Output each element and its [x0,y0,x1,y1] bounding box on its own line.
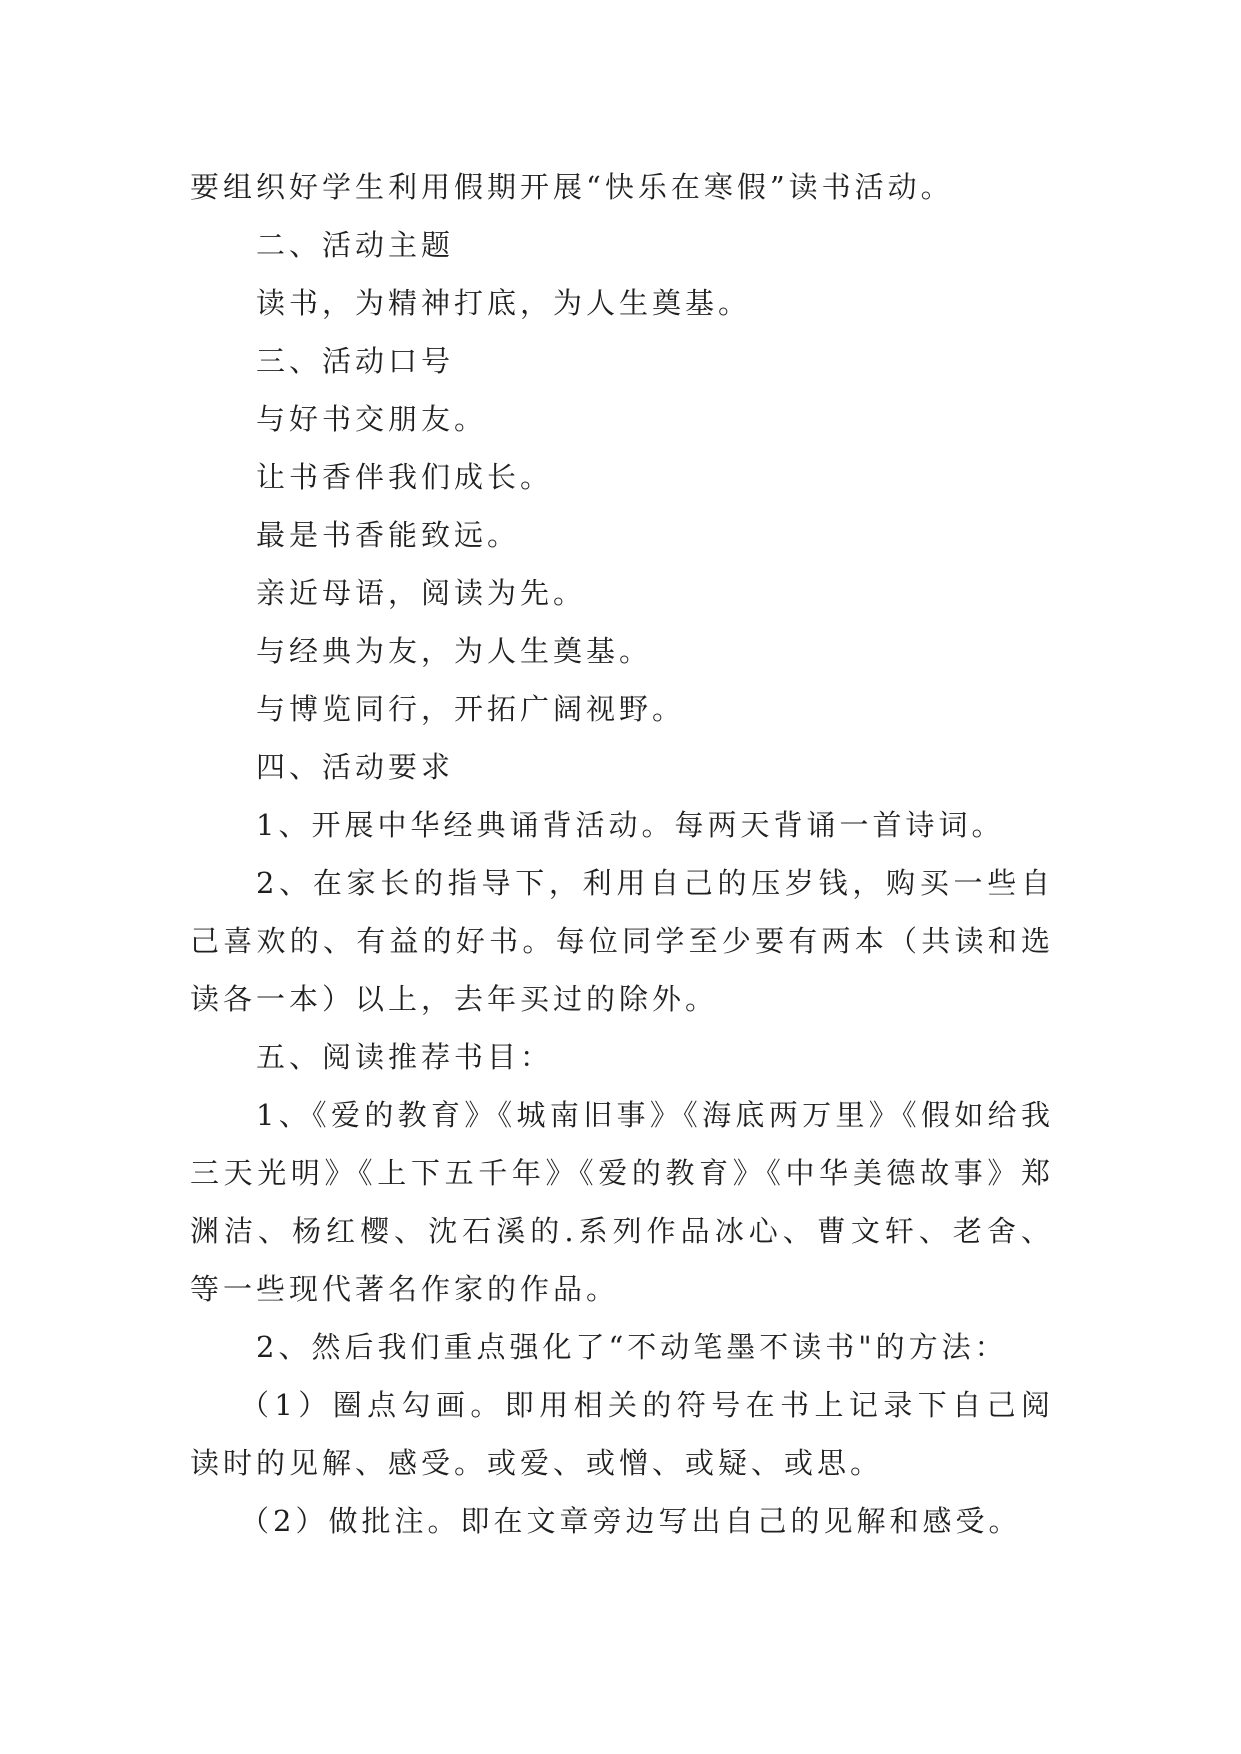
slogan-line: 与经典为友，为人生奠基。 [256,634,653,668]
paragraph-line: 渊洁、杨红樱、沈石溪的.系列作品冰心、曹文轩、老舍、 [190,1214,1054,1248]
method-subitem: （2）做批注。即在文章旁边写出自己的见解和感受。 [240,1504,1022,1538]
slogan-line: 亲近母语，阅读为先。 [256,576,587,610]
document-page [190,158,1054,1550]
slogan-line: 最是书香能致远。 [256,518,521,552]
slogan-line: 让书香伴我们成长。 [256,460,554,494]
method-item: 2、然后我们重点强化了“不动笔墨不读书"的方法： [256,1330,1008,1364]
requirement-item: 1、开展中华经典诵背活动。每两天背诵一首诗词。 [256,808,1005,842]
slogan-line: 与好书交朋友。 [256,402,488,436]
section-heading-requirements: 四、活动要求 [256,750,455,784]
booklist-item: 1、《爱的教育》《城南旧事》《海底两万里》《假如给我 [256,1098,1054,1132]
paragraph-line: 读各一本）以上，去年买过的除外。 [190,982,719,1016]
section-heading-theme: 二、活动主题 [256,228,455,262]
section-heading-slogan: 三、活动口号 [256,344,455,378]
section-heading-booklist: 五、阅读推荐书目： [256,1040,554,1074]
method-subitem: （1）圈点勾画。即用相关的符号在书上记录下自己阅 [240,1388,1054,1422]
slogan-line: 与博览同行，开拓广阔视野。 [256,692,686,726]
paragraph-line: 等一些现代著名作家的作品。 [190,1272,620,1306]
paragraph-line: 己喜欢的、有益的好书。每位同学至少要有两本（共读和选 [190,924,1054,958]
paragraph-line: 读书，为精神打底，为人生奠基。 [256,286,752,320]
requirement-item: 2、在家长的指导下，利用自己的压岁钱，购买一些自 [256,866,1054,900]
paragraph-line: 三天光明》《上下五千年》《爱的教育》《中华美德故事》郑 [190,1156,1054,1190]
paragraph-line: 要组织好学生利用假期开展“快乐在寒假”读书活动。 [190,170,954,204]
paragraph-line: 读时的见解、感受。或爱、或憎、或疑、或思。 [190,1446,884,1480]
